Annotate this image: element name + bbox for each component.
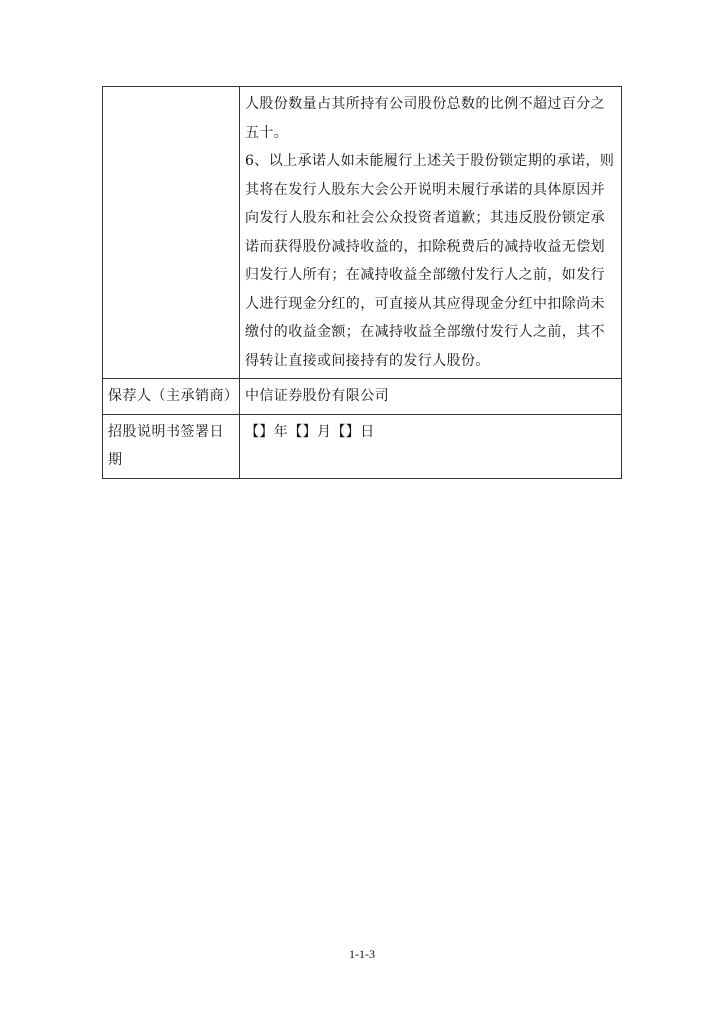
row-content (240, 87, 622, 379)
content-paragraph: 人股份数量占其所持有公司股份总数的比例不超过百分之五十。 (245, 96, 605, 141)
table-row (103, 379, 622, 415)
row-content (240, 379, 622, 415)
table-row (103, 414, 622, 478)
row-label: 招股说明书签署日期 (103, 414, 240, 478)
content-paragraph: 中信证券股份有限公司 (245, 388, 389, 404)
row-label (103, 87, 240, 379)
content-paragraph: 【】年【】月【】日 (245, 423, 375, 440)
info-table (102, 86, 622, 479)
content-paragraph: 6、以上承诺人如未能履行上述关于股份锁定期的承诺，则其将在发行人股东大会公开说明未履行承诺的具体原因并向发行人股东和社会公众投资者道歉；其违反股份锁定承诺而获得股份减持收益的，扣除税费后的减持收益无偿划归发行人所有；在减持收益全部缴付发行人之前，如发行人进行现金分红的，可直接从其应得现金分红中扣除尚未缴付的收益金额；在减持收益全部缴付发行人之前，其不得转让直接或间接持有的发行人股份。 (245, 153, 615, 369)
table-row (103, 87, 622, 379)
row-label: 保荐人（主承销商） (103, 379, 240, 415)
page-number: 1-1-3 (349, 947, 375, 961)
row-content (240, 414, 622, 478)
